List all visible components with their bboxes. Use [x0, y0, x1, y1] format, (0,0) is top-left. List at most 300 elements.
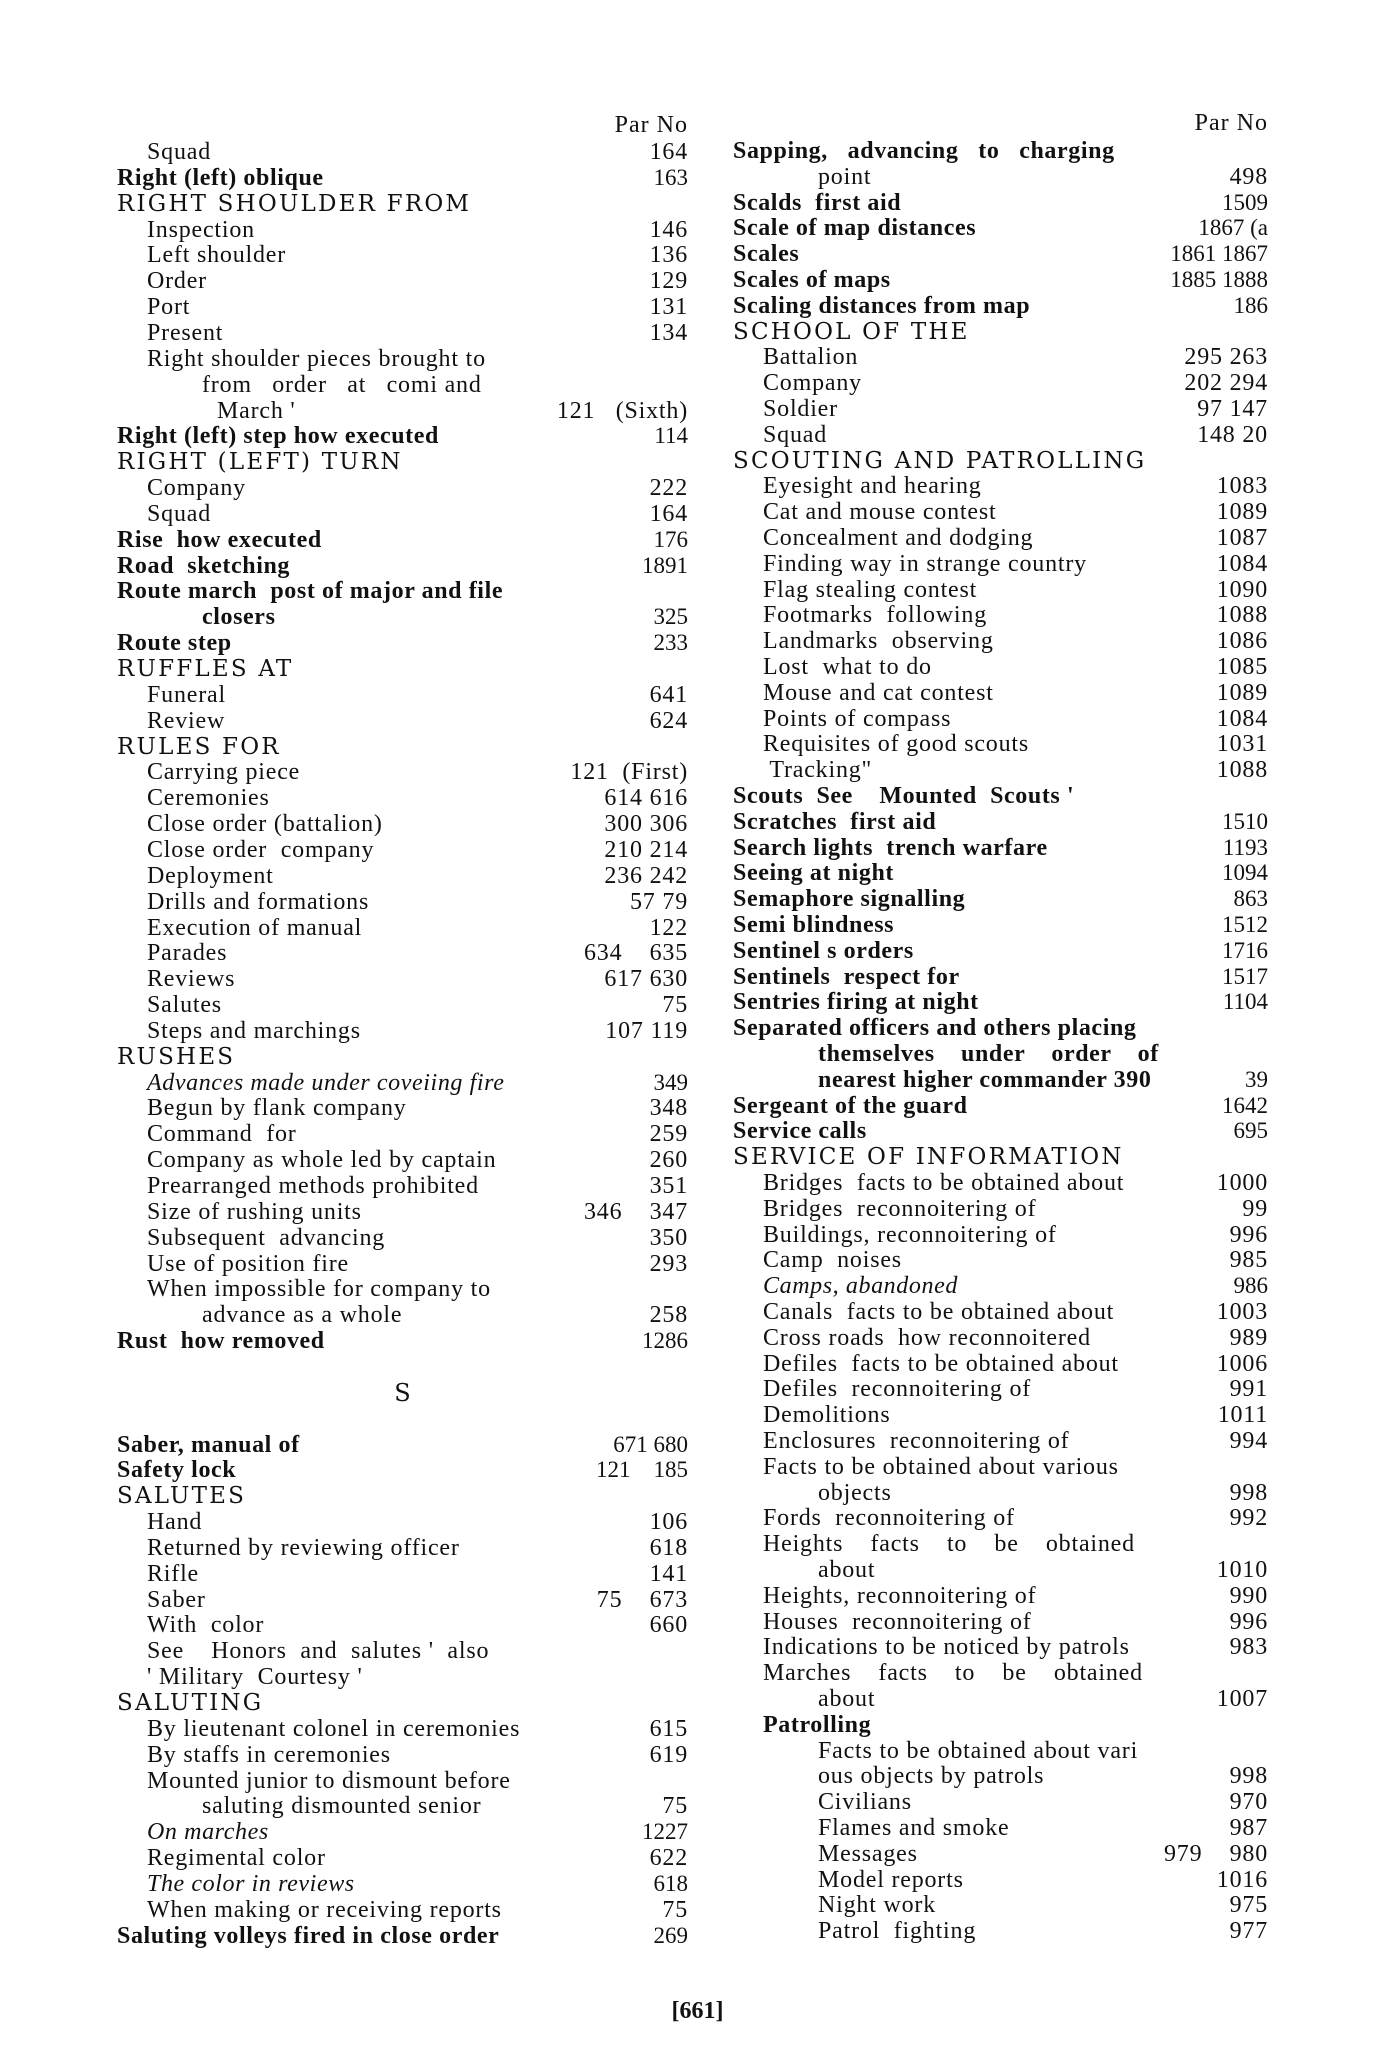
entry-text: about [818, 1686, 876, 1712]
paragraph-number: 992 [1229, 1505, 1268, 1532]
paragraph-number: 75 [662, 1793, 688, 1820]
index-entry [733, 1222, 1268, 1248]
index-entry [117, 604, 688, 630]
entry-text: SCHOOL OF THE [733, 318, 970, 345]
index-entry [733, 422, 1268, 448]
entry-text: On marches [147, 1819, 269, 1846]
index-entry [733, 293, 1268, 319]
paragraph-number: 131 [649, 294, 688, 321]
index-entry [117, 966, 688, 992]
entry-text: By lieutenant colonel in ceremonies [147, 1715, 521, 1742]
entry-text: Parades [147, 940, 228, 967]
paragraph-number: 615 [649, 1715, 688, 1742]
index-entry [733, 1815, 1268, 1841]
entry-text: Use of position fire [147, 1250, 349, 1277]
paragraph-number: 1088 [1216, 757, 1268, 784]
entry-text: Fords reconnoitering of [763, 1505, 1015, 1532]
paragraph-number: 1716 [1222, 937, 1268, 963]
entry-text: Marches facts to be obtained [763, 1660, 1143, 1687]
index-entry [733, 783, 1268, 809]
index-entry [733, 654, 1268, 680]
index-entry [117, 682, 688, 708]
index-heading [117, 734, 688, 760]
entry-text: Command for [147, 1121, 297, 1148]
entry-text: Size of rushing units [147, 1198, 362, 1225]
entry-text: Returned by reviewing officer [147, 1534, 460, 1561]
index-entry [117, 398, 688, 424]
index-entry [117, 1664, 688, 1690]
paragraph-number: 979 980 [1164, 1840, 1268, 1867]
paragraph-number: 350 [649, 1224, 688, 1251]
index-heading [733, 448, 1268, 474]
index-entry [117, 1302, 688, 1328]
entry-text: Scratches first aid [733, 808, 937, 835]
paragraph-number: 1090 [1216, 576, 1268, 603]
page-number: [661] [671, 1998, 724, 2024]
paragraph-number: 164 [649, 139, 688, 165]
index-entry [117, 372, 688, 398]
entry-text: Bridges facts to be obtained about [763, 1170, 1125, 1196]
paragraph-number: 351 [649, 1173, 688, 1199]
entry-text: Facts to be obtained about vari [818, 1737, 1139, 1764]
entry-text: Hand [147, 1509, 203, 1536]
paragraph-number: 614 616 [604, 785, 688, 812]
paragraph-number: 134 [649, 319, 688, 346]
entry-text: Close order company [147, 836, 375, 863]
entry-text: The color in reviews [147, 1870, 355, 1897]
entry-text: With color [147, 1612, 265, 1639]
index-entry [117, 1612, 688, 1638]
index-entry [733, 912, 1268, 938]
paragraph-number: 129 [649, 268, 688, 295]
index-entry [117, 1018, 688, 1044]
paragraph-number: 202 294 [1184, 370, 1268, 397]
entry-text: advance as a whole [202, 1302, 403, 1329]
index-column-left [117, 0, 688, 2050]
index-entry [117, 837, 688, 863]
index-entry [733, 577, 1268, 603]
entry-text: SCOUTING AND PATROLLING [733, 447, 1147, 474]
entry-text: Port [147, 294, 191, 321]
entry-text: Search lights trench warfare [733, 834, 1048, 861]
index-entry [117, 1328, 688, 1354]
index-entry [733, 1557, 1268, 1583]
entry-text: Camp noises [763, 1247, 902, 1274]
paragraph-number: 97 147 [1197, 396, 1268, 422]
entry-text: Demolitions [763, 1402, 891, 1429]
index-entry [733, 1118, 1268, 1144]
entry-text: Safety lock [117, 1457, 237, 1484]
index-entry [733, 1351, 1268, 1377]
entry-text: Right (left) step how executed [117, 423, 439, 450]
index-entry [117, 708, 688, 734]
index-entry [117, 1509, 688, 1535]
index-entry [733, 1634, 1268, 1660]
entry-text: saluting dismounted senior [202, 1793, 482, 1820]
paragraph-number: 121 185 [596, 1457, 688, 1483]
index-entry [117, 1147, 688, 1173]
paragraph-number: 989 [1229, 1324, 1268, 1351]
index-entry [733, 1789, 1268, 1815]
paragraph-number: 39 [1245, 1066, 1268, 1092]
entry-text: Points of compass [763, 705, 952, 732]
index-entry [117, 992, 688, 1018]
entry-text: Enclosures reconnoitering of [763, 1428, 1070, 1454]
paragraph-number: 987 [1229, 1815, 1268, 1841]
entry-text: Concealment and dodging [763, 525, 1034, 551]
paragraph-number: 985 [1229, 1247, 1268, 1274]
paragraph-number: 148 20 [1197, 421, 1268, 448]
paragraph-number: 970 [1229, 1789, 1268, 1816]
index-entry [733, 241, 1268, 267]
entry-text: Right shoulder pieces brought to [147, 345, 486, 372]
index-entry [733, 989, 1268, 1015]
index-entry [117, 1121, 688, 1147]
entry-text: Funeral [147, 681, 226, 708]
paragraph-number: 991 [1229, 1376, 1268, 1403]
paragraph-number: 996 [1229, 1608, 1268, 1635]
entry-text: Prearranged methods prohibited [147, 1173, 479, 1199]
index-entry [733, 1531, 1268, 1557]
entry-text: ' Military Courtesy ' [147, 1664, 363, 1691]
paragraph-number: 1031 [1216, 731, 1268, 758]
index-entry [733, 215, 1268, 241]
section-letter: S [394, 1378, 411, 1407]
index-entry [117, 1535, 688, 1561]
entry-text: Scales of maps [733, 267, 891, 293]
entry-text: Battalion [763, 344, 859, 371]
index-entry [117, 1095, 688, 1121]
index-entry [117, 165, 688, 191]
paragraph-number: 136 [649, 242, 688, 269]
paragraph-number: 176 [653, 526, 688, 552]
entry-text: from order at comi and [202, 371, 482, 398]
entry-text: about [818, 1557, 876, 1583]
paragraph-number: 1094 [1222, 860, 1268, 886]
paragraph-number: 163 [653, 164, 688, 190]
paragraph-number: 977 [1229, 1918, 1268, 1945]
paragraph-number: 122 [649, 914, 688, 941]
index-entry [117, 1819, 688, 1845]
entry-text: Soldier [763, 396, 838, 422]
entry-text: Buildings, reconnoitering of [763, 1221, 1057, 1248]
paragraph-number: 1861 1867 [1170, 241, 1268, 267]
paragraph-number: 1510 [1222, 808, 1268, 834]
paragraph-number: 1011 [1217, 1402, 1268, 1429]
paragraph-number: 325 [653, 604, 688, 630]
entry-text: See Honors and salutes ' also [147, 1638, 490, 1665]
index-entry [117, 1768, 688, 1794]
index-heading [117, 656, 688, 682]
index-entry [733, 835, 1268, 861]
paragraph-number: 994 [1229, 1428, 1268, 1454]
index-entry [117, 1793, 688, 1819]
index-heading [117, 1483, 688, 1509]
paragraph-number: 107 119 [605, 1017, 688, 1044]
entry-text: Review [147, 707, 226, 734]
paragraph-number: 210 214 [604, 836, 688, 863]
paragraph-number: 269 [653, 1922, 688, 1948]
index-entry [733, 1763, 1268, 1789]
index-entry [733, 190, 1268, 216]
index-entry [733, 602, 1268, 628]
paragraph-number: 121 (First) [570, 759, 688, 786]
paragraph-number: 260 [649, 1147, 688, 1174]
entry-text: When making or receiving reports [147, 1896, 502, 1923]
column-header-par-no: Par No [614, 112, 688, 138]
entry-text: Civilians [818, 1789, 912, 1816]
index-heading [117, 449, 688, 475]
entry-text: Separated officers and others placing [733, 1015, 1137, 1042]
blank-line [117, 1406, 688, 1432]
entry-text: By staffs in ceremonies [147, 1741, 391, 1768]
index-entry [117, 501, 688, 527]
entry-text: Flames and smoke [818, 1815, 1010, 1841]
index-heading [733, 319, 1268, 345]
entry-text: Lost what to do [763, 654, 932, 680]
paragraph-number: 618 [649, 1534, 688, 1561]
entry-text: Houses reconnoitering of [763, 1608, 1032, 1635]
index-entry [733, 1738, 1268, 1764]
index-entry [733, 344, 1268, 370]
index-entry [117, 630, 688, 656]
paragraph-number: 998 [1229, 1763, 1268, 1790]
entry-text: Finding way in strange country [763, 550, 1087, 577]
paragraph-number: 1193 [1222, 834, 1268, 860]
index-entry [733, 1273, 1268, 1299]
paragraph-number: 258 [649, 1302, 688, 1329]
entry-text: Sentinel s orders [733, 937, 914, 964]
index-entry [117, 1897, 688, 1923]
index-entry [117, 553, 688, 579]
entry-text: Scouts See Mounted Scouts ' [733, 783, 1075, 809]
index-entry [117, 940, 688, 966]
paragraph-number: 1867 (a [1198, 215, 1268, 241]
index-entry [117, 889, 688, 915]
index-entry [733, 1480, 1268, 1506]
index-entry [733, 1892, 1268, 1918]
entry-text: point [818, 163, 872, 190]
entry-text: Drills and formations [147, 888, 370, 915]
entry-text: Cross roads how reconnoitered [763, 1324, 1091, 1351]
entry-text: Route step [117, 630, 232, 657]
paragraph-number: 295 263 [1184, 344, 1268, 371]
entry-text: Carrying piece [147, 759, 301, 786]
entry-text: RUSHES [117, 1043, 236, 1070]
index-entry [117, 320, 688, 346]
paragraph-number: 75 673 [596, 1586, 688, 1613]
index-entry [733, 1402, 1268, 1428]
index-entry [733, 1609, 1268, 1635]
entry-text: SALUTES [117, 1483, 247, 1510]
index-entry [117, 1199, 688, 1225]
index-entry [733, 396, 1268, 422]
index-heading [117, 191, 688, 217]
paragraph-number: 986 [1233, 1273, 1268, 1299]
paragraph-number: 1016 [1216, 1866, 1268, 1893]
paragraph-number: 1010 [1216, 1557, 1268, 1583]
paragraph-number: 259 [649, 1121, 688, 1148]
paragraph-number: 1517 [1222, 963, 1268, 989]
index-entry [117, 759, 688, 785]
paragraph-number: 1089 [1216, 499, 1268, 526]
entry-text: Salutes [147, 992, 222, 1019]
paragraph-number: 233 [653, 630, 688, 656]
entry-text: Steps and marchings [147, 1017, 361, 1044]
entry-text: Order [147, 268, 207, 295]
entry-text: Defiles facts to be obtained about [763, 1350, 1119, 1377]
entry-text: Requisites of good scouts [763, 731, 1029, 758]
paragraph-number: 634 635 [584, 940, 688, 967]
index-entry [117, 1225, 688, 1251]
paragraph-number: 1007 [1216, 1686, 1268, 1712]
entry-text: Mounted junior to dismount before [147, 1767, 511, 1794]
entry-text: Squad [147, 500, 211, 527]
paragraph-number: 300 306 [604, 811, 688, 838]
entry-text: Eyesight and hearing [763, 473, 982, 500]
index-entry [733, 1660, 1268, 1686]
entry-text: Heights, reconnoitering of [763, 1582, 1037, 1609]
entry-text: RULES FOR [117, 733, 281, 760]
index-entry [733, 731, 1268, 757]
entry-text: Scalds first aid [733, 189, 902, 216]
paragraph-number: 975 [1229, 1892, 1268, 1919]
entry-text: Squad [763, 421, 827, 448]
index-entry [733, 1015, 1268, 1041]
index-entry [733, 499, 1268, 525]
index-column-right [733, 0, 1268, 2050]
index-entry [117, 811, 688, 837]
paragraph-number: 349 [653, 1069, 688, 1095]
index-entry [117, 1432, 688, 1458]
index-entry [733, 628, 1268, 654]
index-entry [117, 1716, 688, 1742]
index-entry [117, 1251, 688, 1277]
index-entry [733, 1918, 1268, 1944]
entry-text: Semi blindness [733, 912, 895, 938]
paragraph-number: 1885 1888 [1170, 267, 1268, 292]
paragraph-number: 990 [1229, 1582, 1268, 1609]
index-entry [117, 1587, 688, 1613]
entry-text: Facts to be obtained about various [763, 1453, 1119, 1480]
entry-text: Flag stealing contest [763, 576, 978, 603]
paragraph-number: 57 79 [630, 888, 688, 915]
entry-text: Indications to be noticed by patrols [763, 1634, 1130, 1661]
paragraph-number: 75 [662, 992, 688, 1019]
entry-text: Reviews [147, 966, 236, 993]
index-entry [733, 473, 1268, 499]
index-entry [733, 1686, 1268, 1712]
index-entry [733, 138, 1268, 164]
index-entry [733, 1841, 1268, 1867]
index-entry [117, 1457, 688, 1483]
entry-text: Ceremonies [147, 785, 270, 812]
entry-text: Rifle [147, 1560, 199, 1587]
entry-text: Close order (battalion) [147, 811, 383, 838]
entry-text: Rust how removed [117, 1328, 325, 1355]
index-entry [733, 164, 1268, 190]
index-entry [733, 964, 1268, 990]
entry-text: ous objects by patrols [818, 1763, 1045, 1790]
paragraph-number: 695 [1233, 1118, 1268, 1144]
entry-text: Regimental color [147, 1845, 326, 1872]
entry-text: Saluting volleys fired in close order [117, 1922, 500, 1949]
index-entry [733, 1196, 1268, 1222]
entry-text: Seeing at night [733, 860, 895, 887]
index-entry [117, 1276, 688, 1302]
index-entry [117, 217, 688, 243]
entry-text: themselves under order of [818, 1041, 1159, 1067]
index-entry [117, 423, 688, 449]
paragraph-number: 618 [653, 1870, 688, 1896]
paragraph-number: 141 [649, 1560, 688, 1587]
entry-text: Company as whole led by captain [147, 1147, 497, 1174]
index-entry [733, 1170, 1268, 1196]
entry-text: SALUTING [117, 1690, 264, 1716]
entry-text: Saber [147, 1586, 206, 1613]
index-entry [733, 1376, 1268, 1402]
entry-text: Semaphore signalling [733, 886, 966, 913]
entry-text: Present [147, 319, 224, 346]
entry-text: Mouse and cat contest [763, 679, 994, 706]
entry-text: SERVICE OF INFORMATION [733, 1144, 1124, 1171]
index-entry [733, 706, 1268, 732]
index-entry [117, 1742, 688, 1768]
entry-text: Squad [147, 139, 211, 165]
entry-text: RIGHT SHOULDER FROM [117, 190, 472, 217]
index-entry [117, 268, 688, 294]
entry-text: Canals facts to be obtained about [763, 1299, 1115, 1325]
paragraph-number: 121 (Sixth) [556, 397, 688, 424]
entry-text: Patrol fighting [818, 1918, 977, 1945]
index-entry [733, 886, 1268, 912]
index-heading [117, 1044, 688, 1070]
entry-text: Company [763, 370, 862, 397]
paragraph-number: 1104 [1222, 989, 1268, 1015]
index-entry [733, 1041, 1268, 1067]
paragraph-number: 622 [649, 1845, 688, 1872]
entry-text: Sentinels respect for [733, 963, 960, 990]
paragraph-number: 1086 [1216, 628, 1268, 655]
index-entry [117, 527, 688, 553]
index-entry [733, 1428, 1268, 1454]
paragraph-number: 1642 [1222, 1092, 1268, 1118]
entry-text: March ' [217, 397, 296, 424]
paragraph-number: 983 [1229, 1634, 1268, 1661]
entry-text: Scaling distances from map [733, 292, 1031, 319]
paragraph-number: 236 242 [604, 862, 688, 889]
entry-text: nearest higher commander 390 [818, 1066, 1152, 1093]
entry-text: Cat and mouse contest [763, 499, 997, 526]
paragraph-number: 222 [649, 475, 688, 502]
index-entry [117, 1070, 688, 1096]
index-entry [117, 294, 688, 320]
paragraph-number: 1085 [1216, 654, 1268, 680]
paragraph-number: 186 [1233, 292, 1268, 318]
paragraph-number: 619 [649, 1741, 688, 1768]
index-entry [733, 1505, 1268, 1531]
paragraph-number: 1006 [1216, 1350, 1268, 1377]
index-entry [117, 1638, 688, 1664]
paragraph-number: 106 [649, 1509, 688, 1536]
paragraph-number: 346 347 [584, 1198, 688, 1225]
paragraph-number: 75 [662, 1896, 688, 1923]
entry-text: Deployment [147, 862, 274, 889]
index-entry [733, 1867, 1268, 1893]
entry-text: Advances made under coveiing fire [147, 1069, 505, 1096]
entry-text: objects [818, 1479, 892, 1506]
index-entry [733, 680, 1268, 706]
